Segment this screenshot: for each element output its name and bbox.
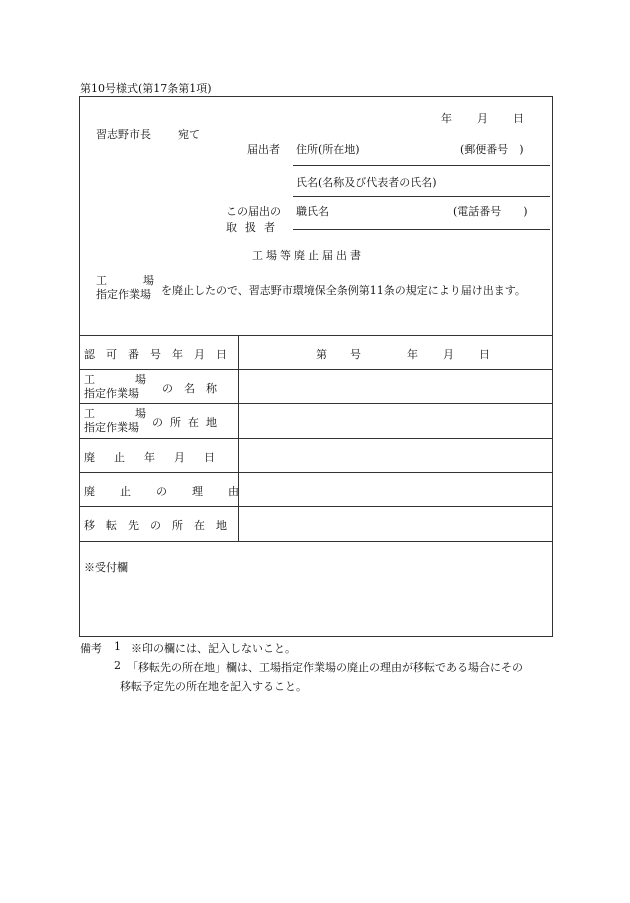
statement-options [96, 274, 190, 302]
handler-title-name-label: 職氏名 [296, 205, 329, 218]
location-row-opt2: 指定作業場 [84, 421, 139, 434]
handler-phone-label: (電話番号 ) [453, 205, 528, 218]
table-row-divider-1 [79, 369, 553, 370]
addressee-to: 宛て [178, 128, 200, 141]
date-year-label: 年 [441, 112, 452, 125]
date-day-label: 日 [513, 112, 524, 125]
statement-option-1 [96, 274, 190, 288]
relocation-label: 移転先の所在地 [84, 519, 238, 532]
abolish-reason-label: 廃止の理由 [84, 485, 264, 498]
note-1-text: ※印の欄には、記入しないこと。 [131, 642, 296, 655]
form-number: 第10号様式(第17条第1項) [80, 82, 212, 95]
table-top-border [79, 335, 553, 336]
handler-underline [293, 229, 550, 230]
table-row-divider-3 [79, 438, 553, 439]
location-row-opt1: 工場 [84, 407, 186, 420]
notifier-label: 届出者 [247, 143, 280, 156]
note-2-text: 「移転先の所在地」欄は、工場指定作業場の廃止の理由が移転である場合にその [127, 661, 523, 674]
table-row-divider-2 [79, 403, 553, 404]
table-column-divider [238, 335, 239, 541]
name-row-opt1: 工場 [84, 373, 186, 386]
permit-month: 月 [443, 348, 454, 361]
name-row-suffix: の名称 [162, 382, 228, 395]
addressee-mayor: 習志野市長 [96, 128, 151, 141]
address-underline [293, 165, 550, 166]
document-title: 工場等廃止届出書 [252, 249, 364, 262]
name-row-options [84, 373, 186, 401]
abolish-date-label: 廃止年月日 [84, 451, 234, 464]
notifier-postal-label: (郵便番号 ) [460, 143, 524, 156]
statement-option-1-text: 工場 [96, 274, 190, 287]
note-2-number: 2 [114, 659, 121, 672]
statement-option-2: 指定作業場 [96, 288, 151, 301]
table-row-divider-5 [79, 506, 553, 507]
permit-label: 認可番号年月日 [84, 348, 238, 361]
notifier-address-label: 住所(所在地) [296, 143, 360, 156]
table-bottom-border [79, 541, 553, 542]
date-month-label: 月 [477, 112, 488, 125]
handler-label-line1: この届出の [226, 205, 281, 218]
location-row-options [84, 407, 186, 435]
name-row-opt2: 指定作業場 [84, 387, 139, 400]
location-row-suffix: の所在地 [152, 416, 224, 429]
permit-number-suffix: 号 [350, 348, 361, 361]
notifier-name-label: 氏名(名称及び代表者の氏名) [296, 176, 437, 189]
table-row-divider-4 [79, 472, 553, 473]
notes-heading: 備考 [80, 642, 102, 655]
handler-label-line2-text: 取扱者 [226, 221, 283, 234]
statement-text: を廃止したので、習志野市環境保全条例第11条の規定により届け出ます。 [161, 284, 526, 297]
reception-label: ※受付欄 [84, 561, 128, 574]
permit-year: 年 [407, 348, 418, 361]
note-2-text-continued: 移転予定先の所在地を記入すること。 [120, 680, 307, 693]
note-1-number: 1 [114, 640, 121, 653]
permit-number-prefix: 第 [316, 348, 327, 361]
name-underline [293, 196, 550, 197]
handler-label-line2 [226, 219, 282, 235]
permit-day: 日 [479, 348, 490, 361]
